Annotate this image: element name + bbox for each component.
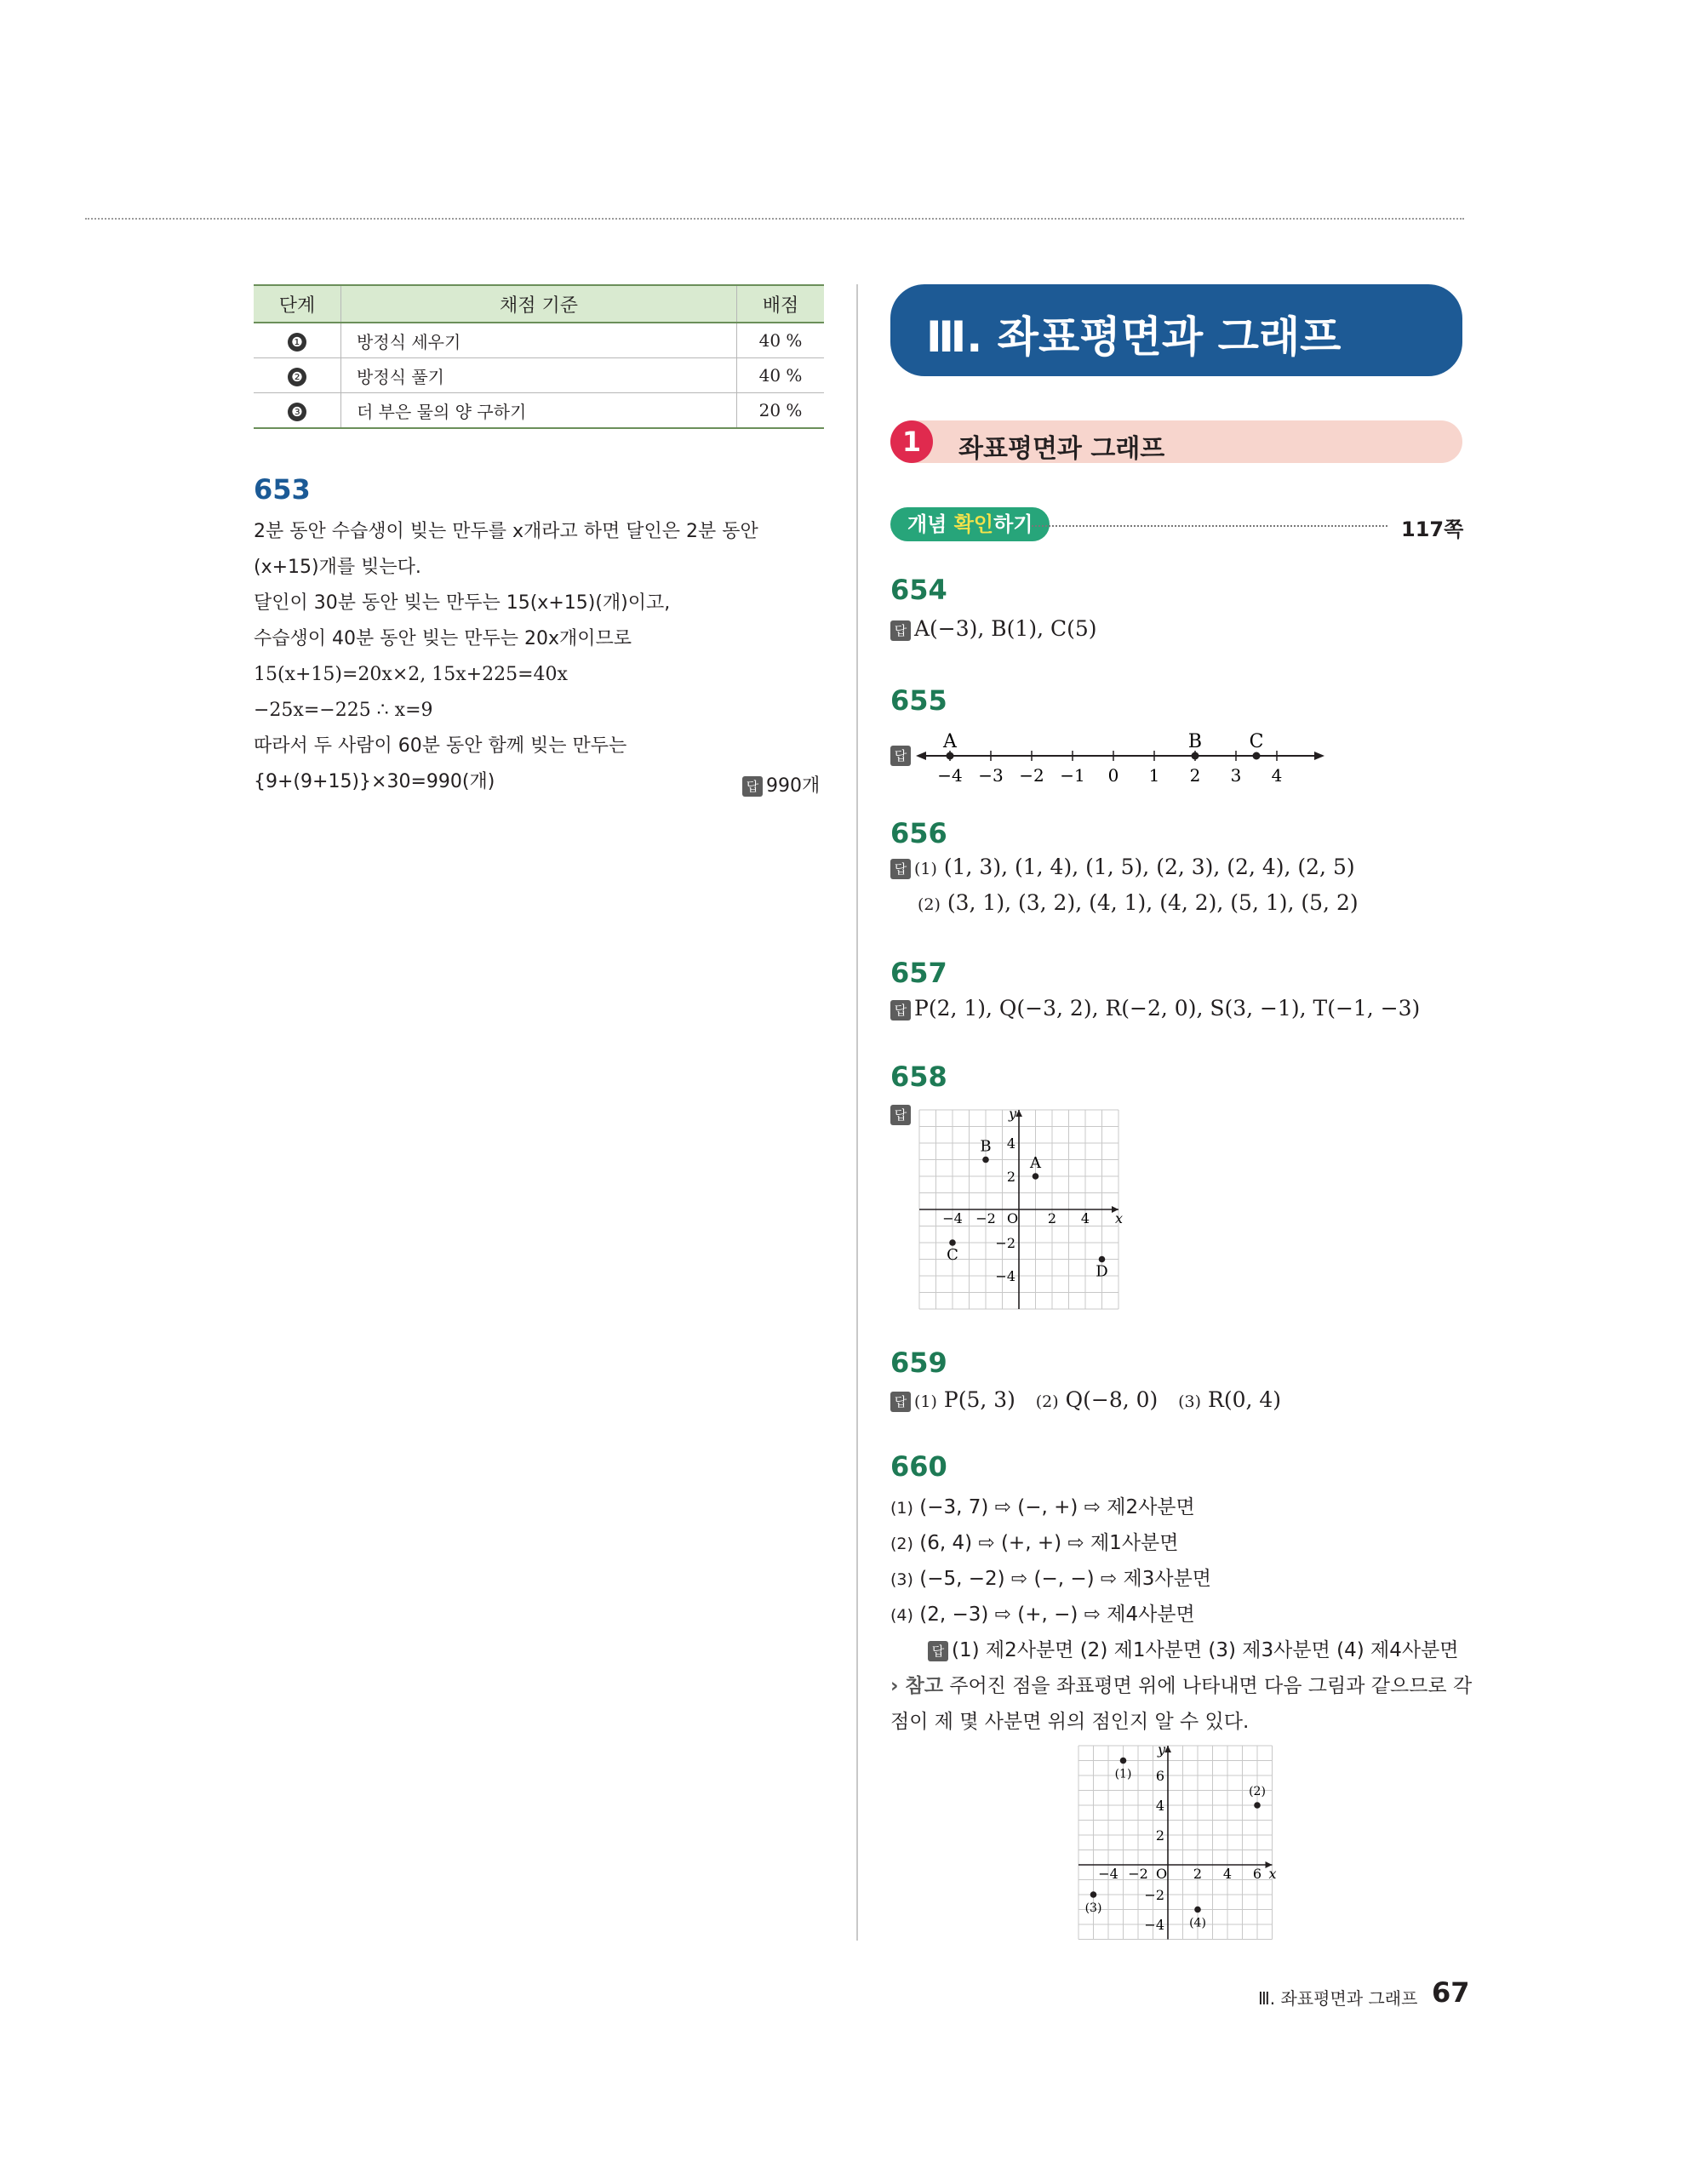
plot-point-label: (1) xyxy=(1114,1767,1132,1781)
x-axis-label: x xyxy=(1268,1866,1277,1882)
concept-label-b: 확인 xyxy=(953,512,994,536)
answer-icon: 답 xyxy=(890,746,911,766)
solution-line: {9+(9+15)}×30=990(개) xyxy=(254,771,495,792)
answer-656-1: (1, 3), (1, 4), (1, 5), (2, 3), (2, 4), (2, 5) xyxy=(943,855,1355,879)
number-line-tick-label: −3 xyxy=(978,765,1004,786)
problem-658-number: 658 xyxy=(890,1061,947,1093)
plot-point xyxy=(1254,1802,1261,1809)
subquestion-tag: (1) xyxy=(890,1499,913,1518)
solution-text: (−5, −2) ⇨ (−, −) ⇨ 제3사분면 xyxy=(919,1568,1212,1590)
number-line-point xyxy=(947,752,954,760)
plot-point xyxy=(949,1239,956,1246)
x-axis-label: x xyxy=(1115,1210,1124,1226)
plot-point xyxy=(1099,1256,1106,1263)
answer-657-value: P(2, 1), Q(−3, 2), R(−2, 0), S(3, −1), T(−1, −3) xyxy=(914,996,1421,1021)
answer-icon: 답 xyxy=(890,859,911,879)
number-line-tick-label: 4 xyxy=(1271,765,1283,786)
subquestion-tag: (2) xyxy=(1035,1392,1059,1411)
y-tick-label: 6 xyxy=(1155,1768,1164,1784)
step-badge: ❷ xyxy=(288,368,306,386)
number-line-tick-label: −2 xyxy=(1019,765,1044,786)
y-axis-arrow-icon xyxy=(1015,1110,1022,1117)
concept-dotted-line xyxy=(1032,525,1387,527)
score-cell: 40 % xyxy=(737,323,825,358)
plot-point-label: A xyxy=(1030,1154,1041,1172)
number-line-tick-label: −1 xyxy=(1060,765,1085,786)
section-header xyxy=(890,420,1462,463)
plot-point-label: (3) xyxy=(1084,1901,1102,1915)
score-cell: 40 % xyxy=(737,358,825,393)
number-line-point xyxy=(1192,752,1199,760)
plot-point xyxy=(1194,1907,1201,1913)
solution-line: 달인이 30분 동안 빚는 만두는 15(x+15)(개)이고, xyxy=(254,592,671,614)
answer-659 xyxy=(890,1387,1281,1412)
table-row xyxy=(254,393,824,429)
x-tick-label: 4 xyxy=(1080,1210,1090,1226)
answer-icon: 답 xyxy=(928,1641,948,1661)
y-tick-label: 2 xyxy=(1155,1827,1164,1844)
answer-659-2: Q(−8, 0) xyxy=(1065,1387,1159,1412)
coordinate-plane-658 xyxy=(914,1105,1124,1314)
plot-point xyxy=(1120,1758,1127,1764)
y-tick-label: −2 xyxy=(1144,1887,1164,1903)
answer-658 xyxy=(890,1105,914,1125)
reference-page: 117쪽 xyxy=(1401,517,1464,541)
note-line-1 xyxy=(890,1670,1472,1698)
solution-line xyxy=(890,1563,1211,1591)
answer-654 xyxy=(890,616,1097,641)
answer-icon: 답 xyxy=(890,1105,911,1125)
problem-653-number: 653 xyxy=(254,473,311,506)
subquestion-tag: (1) xyxy=(914,1392,937,1411)
solution-text: (6, 4) ⇨ (+, +) ⇨ 제1사분면 xyxy=(919,1532,1179,1554)
table-row xyxy=(254,358,824,393)
note-text-1: 주어진 점을 좌표평면 위에 나타내면 다음 그림과 같으므로 각 xyxy=(949,1675,1473,1697)
column-divider xyxy=(856,284,858,1941)
concept-label-a: 개념 xyxy=(907,512,954,536)
subquestion-tag: (3) xyxy=(890,1570,913,1589)
step-badge: ❶ xyxy=(288,333,306,352)
top-dotted-rule xyxy=(85,218,1464,220)
plot-point xyxy=(982,1157,989,1163)
subquestion-tag: (2) xyxy=(890,1535,913,1553)
chapter-title: Ⅲ. 좌표평면과 그래프 xyxy=(926,312,1342,362)
y-tick-label: 4 xyxy=(1155,1798,1164,1814)
plot-point-label: (2) xyxy=(1249,1785,1266,1798)
x-tick-label: 2 xyxy=(1193,1866,1203,1882)
answer-659-1: P(5, 3) xyxy=(943,1387,1015,1412)
number-line-655 xyxy=(916,723,1324,792)
problem-657-number: 657 xyxy=(890,957,947,989)
left-arrow-icon xyxy=(916,752,926,760)
answer-icon: 답 xyxy=(890,620,911,641)
answer-657 xyxy=(890,996,1420,1021)
page-number: 67 xyxy=(1432,1976,1470,2009)
header-step: 단계 xyxy=(254,285,341,323)
origin-label: O xyxy=(1007,1210,1019,1226)
plot-point-label: C xyxy=(947,1246,958,1264)
step-badge: ❸ xyxy=(288,403,306,421)
solution-line: −25x=−225 ∴ x=9 xyxy=(254,700,433,721)
answer-653-value: 990개 xyxy=(766,775,821,797)
number-line-point-label: A xyxy=(943,731,957,752)
answer-659-3: R(0, 4) xyxy=(1208,1387,1282,1412)
answer-icon: 답 xyxy=(890,1392,911,1412)
number-line-tick-label: 0 xyxy=(1107,765,1119,786)
solution-line: 따라서 두 사람이 60분 동안 함께 빚는 만두는 xyxy=(254,735,627,757)
y-tick-label: −4 xyxy=(995,1268,1015,1284)
y-tick-label: 2 xyxy=(1006,1169,1015,1185)
x-tick-label: 4 xyxy=(1222,1866,1233,1882)
number-line-point-label: C xyxy=(1249,731,1264,752)
note-label: › 참고 xyxy=(890,1675,943,1697)
problem-656-number: 656 xyxy=(890,817,947,849)
answer-656-line1 xyxy=(890,855,1355,879)
concept-check-badge xyxy=(890,507,1050,541)
y-axis-label: y xyxy=(1158,1743,1166,1758)
y-tick-label: −4 xyxy=(1144,1917,1164,1933)
number-line-tick-label: −4 xyxy=(937,765,963,786)
x-tick-label: −4 xyxy=(942,1210,963,1226)
subquestion-tag: (4) xyxy=(890,1606,913,1625)
x-tick-label: −4 xyxy=(1098,1866,1118,1882)
plot-point xyxy=(1033,1173,1039,1180)
y-axis-label: y xyxy=(1009,1106,1017,1122)
criterion-cell: 방정식 세우기 xyxy=(341,323,737,358)
solution-line xyxy=(890,1527,1178,1555)
header-criterion: 채점 기준 xyxy=(341,285,737,323)
solution-text: (−3, 7) ⇨ (−, +) ⇨ 제2사분면 xyxy=(919,1496,1195,1518)
answer-656-2: (3, 1), (3, 2), (4, 1), (4, 2), (5, 1), (5, 2) xyxy=(947,890,1359,915)
solution-line xyxy=(890,1491,1195,1519)
y-tick-label: 4 xyxy=(1006,1135,1015,1152)
table-row xyxy=(254,323,824,358)
answer-654-value: A(−3), B(1), C(5) xyxy=(914,616,1097,641)
answer-icon: 답 xyxy=(742,776,763,797)
number-line-tick-label: 3 xyxy=(1230,765,1242,786)
header-score: 배점 xyxy=(737,285,825,323)
y-axis-arrow-icon xyxy=(1164,1746,1171,1752)
problem-655-number: 655 xyxy=(890,684,947,717)
x-tick-label: 6 xyxy=(1252,1866,1262,1882)
origin-label: O xyxy=(1156,1866,1168,1882)
solution-line xyxy=(890,1598,1195,1627)
criterion-cell: 방정식 풀기 xyxy=(341,358,737,393)
subquestion-tag: (2) xyxy=(918,895,941,914)
problem-654-number: 654 xyxy=(890,574,947,606)
problem-659-number: 659 xyxy=(890,1346,947,1379)
answer-660 xyxy=(928,1634,1459,1662)
concept-label-c: 하기 xyxy=(993,512,1033,536)
x-tick-label: 2 xyxy=(1047,1210,1057,1226)
number-line-point xyxy=(1253,752,1261,760)
x-tick-label: −2 xyxy=(975,1210,996,1226)
number-line-tick-label: 1 xyxy=(1148,765,1160,786)
criterion-cell: 더 부은 물의 양 구하기 xyxy=(341,393,737,429)
plot-point xyxy=(1090,1891,1097,1898)
coordinate-plane-660 xyxy=(1076,1743,1279,1944)
plot-point-label: B xyxy=(980,1137,992,1156)
section-title: 좌표평면과 그래프 xyxy=(958,434,1165,464)
solution-line: (x+15)개를 빚는다. xyxy=(254,557,421,578)
plot-point-label: (4) xyxy=(1189,1916,1206,1930)
solution-line: 15(x+15)=20x×2, 15x+225=40x xyxy=(254,664,568,685)
subquestion-tag: (3) xyxy=(1178,1392,1202,1411)
answer-653 xyxy=(742,771,820,798)
section-number: 1 xyxy=(890,420,933,463)
number-line-point-label: B xyxy=(1187,731,1203,752)
y-tick-label: −2 xyxy=(995,1235,1015,1251)
answer-655 xyxy=(890,746,914,766)
x-tick-label: −2 xyxy=(1128,1866,1148,1882)
number-line-tick-label: 2 xyxy=(1189,765,1201,786)
solution-line: 수습생이 40분 동안 빚는 만두는 20x개이므로 xyxy=(254,628,632,649)
chapter-header xyxy=(890,284,1462,376)
problem-660-number: 660 xyxy=(890,1450,947,1483)
score-cell: 20 % xyxy=(737,393,825,429)
solution-line: 2분 동안 수습생이 빚는 만두를 x개라고 하면 달인은 2분 동안 xyxy=(254,521,758,542)
note-line-2: 점이 제 몇 사분면 위의 점인지 알 수 있다. xyxy=(890,1711,1250,1733)
subquestion-tag: (1) xyxy=(914,860,937,878)
scoring-table xyxy=(254,284,824,429)
footer-chapter: Ⅲ. 좌표평면과 그래프 xyxy=(1258,1988,1418,2009)
plot-point-label: D xyxy=(1096,1262,1108,1281)
answer-660-value: (1) 제2사분면 (2) 제1사분면 (3) 제3사분면 (4) 제4사분면 xyxy=(952,1639,1459,1661)
answer-icon: 답 xyxy=(890,1000,911,1021)
answer-656-line2 xyxy=(918,890,1359,915)
solution-text: (2, −3) ⇨ (+, −) ⇨ 제4사분면 xyxy=(919,1604,1195,1626)
right-arrow-icon xyxy=(1314,752,1324,760)
